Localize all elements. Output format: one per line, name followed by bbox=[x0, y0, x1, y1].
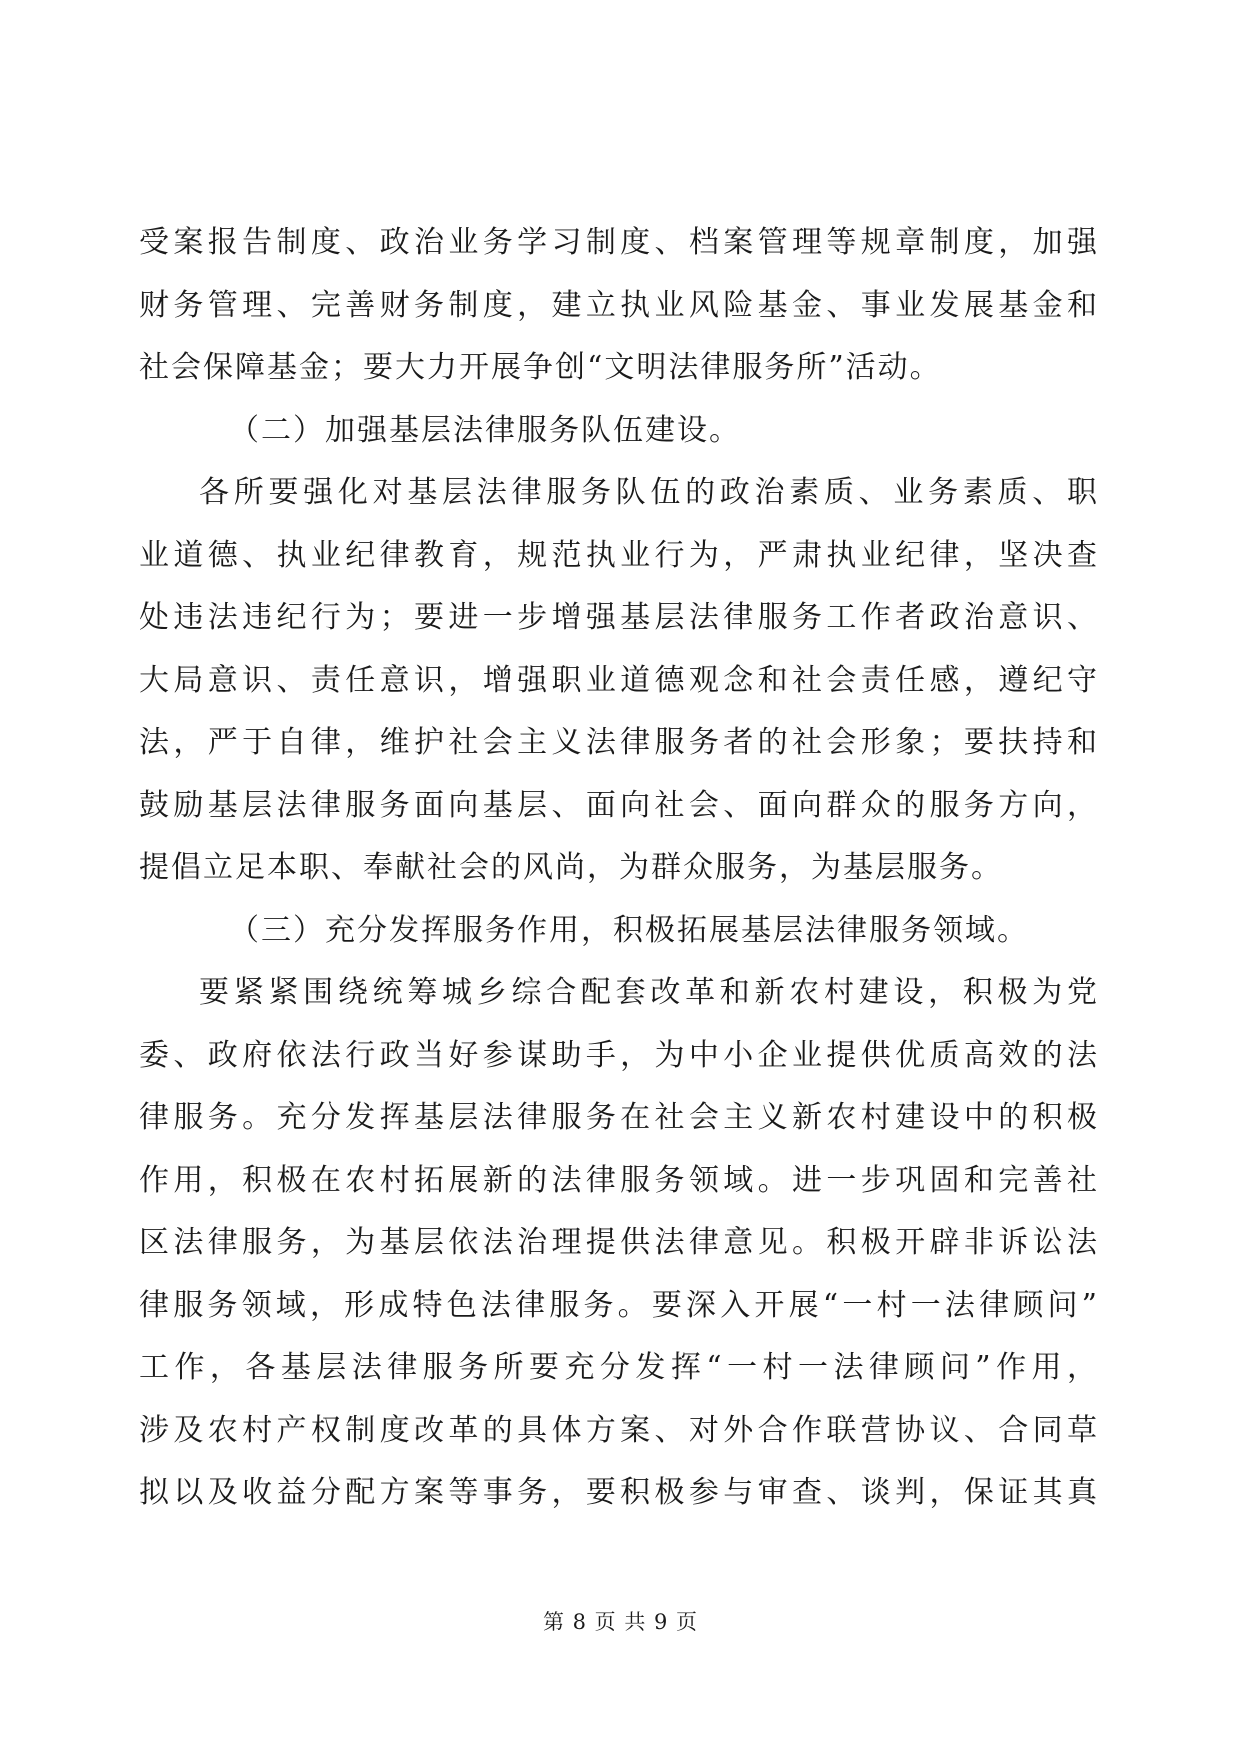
section-heading: （三）充分发挥服务作用，积极拓展基层法律服务领域。 bbox=[229, 912, 1029, 948]
text-line: 作用，积极在农村拓展新的法律服务领域。进一步巩固和完善社 bbox=[139, 1162, 1099, 1198]
text-line: 业道德、执业纪律教育，规范执业行为，严肃执业纪律，坚决查 bbox=[139, 537, 1099, 573]
text-line: 提倡立足本职、奉献社会的风尚，为群众服务，为基层服务。 bbox=[139, 850, 1003, 885]
section-heading: （二）加强基层法律服务队伍建设。 bbox=[229, 412, 741, 448]
text-line: 要紧紧围绕统筹城乡综合配套改革和新农村建设，积极为党 bbox=[199, 975, 1099, 1010]
text-line: 委、政府依法行政当好参谋助手，为中小企业提供优质高效的法 bbox=[139, 1037, 1099, 1073]
text-line: 大局意识、责任意识，增强职业道德观念和社会责任感，遵纪守 bbox=[139, 662, 1099, 698]
text-line: 各所要强化对基层法律服务队伍的政治素质、业务素质、职 bbox=[199, 475, 1099, 510]
text-line: 区法律服务，为基层依法治理提供法律意见。积极开辟非诉讼法 bbox=[139, 1225, 1099, 1260]
text-line: 工作，各基层法律服务所要充分发挥“一村一法律顾问”作用， bbox=[139, 1350, 1099, 1385]
page-number-footer: 第 8 页 共 9 页 bbox=[542, 1610, 699, 1634]
text-line: 律服务领域，形成特色法律服务。要深入开展“一村一法律顾问” bbox=[139, 1287, 1099, 1323]
text-line: 拟以及收益分配方案等事务，要积极参与审查、谈判，保证其真 bbox=[139, 1475, 1099, 1510]
text-line: 法，严于自律，维护社会主义法律服务者的社会形象；要扶持和 bbox=[139, 725, 1099, 760]
text-line: 律服务。充分发挥基层法律服务在社会主义新农村建设中的积极 bbox=[139, 1100, 1099, 1135]
text-line: 涉及农村产权制度改革的具体方案、对外合作联营协议、合同草 bbox=[139, 1412, 1099, 1448]
text-line: 受案报告制度、政治业务学习制度、档案管理等规章制度，加强 bbox=[139, 225, 1099, 260]
text-line: 社会保障基金；要大力开展争创“文明法律服务所”活动。 bbox=[139, 350, 942, 385]
text-line: 鼓励基层法律服务面向基层、面向社会、面向群众的服务方向， bbox=[139, 787, 1099, 823]
text-line: 财务管理、完善财务制度，建立执业风险基金、事业发展基金和 bbox=[139, 287, 1099, 323]
text-line: 处违法违纪行为；要进一步增强基层法律服务工作者政治意识、 bbox=[139, 600, 1099, 635]
document-body bbox=[139, 225, 1099, 1541]
